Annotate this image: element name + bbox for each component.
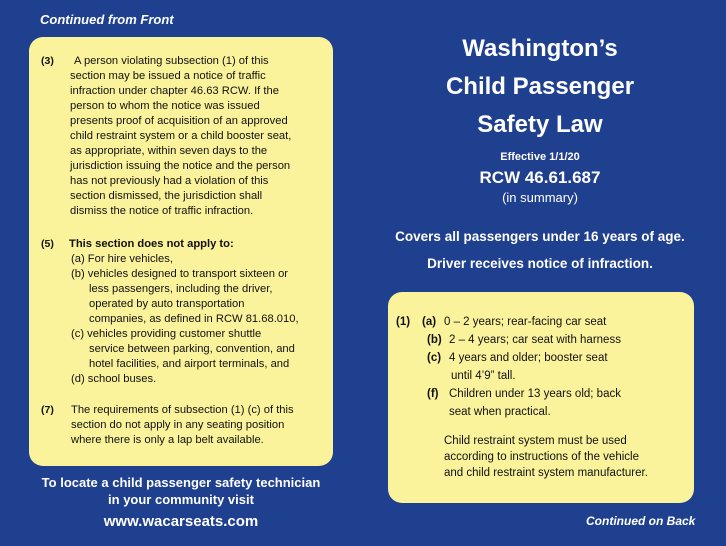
age-requirement-item: [427, 385, 688, 421]
section-3-line: person to whom the notice was issued: [70, 100, 260, 112]
restraint-line: and child restraint system manufacturer.: [444, 467, 648, 479]
age-item-text: 0 – 2 years; rear-facing car seat: [444, 316, 607, 328]
age-item-letter: (f): [427, 388, 439, 400]
age-requirement-item: [422, 313, 688, 331]
exemption-line: hotel facilities, and airport terminals, and: [89, 358, 290, 370]
rcw-number: RCW 46.61.687: [479, 168, 601, 187]
exemption-line: companies, as defined in RCW 81.68.010,: [89, 313, 299, 325]
summary-note: (in summary): [502, 190, 578, 205]
section-7-body: [71, 403, 327, 448]
exemption-line: (d) school buses.: [71, 373, 157, 385]
exemption-line: operated by auto transportation: [89, 298, 245, 310]
section-5: [41, 237, 327, 387]
age-item-continuation: until 4’9” tall.: [451, 370, 516, 382]
exemption-line: (b) vehicles designed to transport sixteen or: [71, 268, 289, 280]
section-3-line: A person violating subsection (1) of this: [74, 55, 269, 67]
age-item-letter: (a): [422, 316, 437, 328]
age-item-letter: (b): [427, 334, 442, 346]
effective-date: Effective 1/1/20: [500, 151, 580, 163]
section-3-line: presents proof of acquisition of an approved: [70, 115, 288, 127]
section-7-line: The requirements of subsection (1) (c) of this: [71, 404, 294, 416]
section-3-line: section dismissed, the jurisdiction shall: [70, 190, 263, 202]
exemption-line: service between parking, convention, and: [89, 343, 295, 355]
section-7-line: where there is only a lap belt available.: [71, 434, 264, 446]
section-3-line: as appropriate, within seven days to the: [70, 145, 268, 157]
right-text-panel: [388, 292, 694, 503]
age-item-letter: (c): [427, 352, 442, 364]
locator-line-1: To locate a child passenger safety technician: [41, 475, 321, 490]
section-5-body: [69, 237, 327, 387]
section-3-number: (3): [41, 55, 54, 67]
title-line-3: Safety Law: [477, 111, 603, 138]
section-3-line: dismiss the notice of traffic infraction.: [70, 205, 254, 217]
section-3-body: [70, 54, 327, 219]
age-item-continuation: seat when practical.: [449, 406, 551, 418]
section-3-line: infraction under chapter 46.63 RCW. If the: [70, 85, 279, 97]
section-5-heading: This section does not apply to:: [69, 238, 234, 250]
continued-on-back-label: Continued on Back: [586, 514, 696, 528]
age-requirement-item: [427, 349, 688, 385]
section-3-line: section may be issued a notice of traffic: [70, 70, 266, 82]
exemption-item: [71, 252, 327, 267]
section-3-line: has not previously had a violation of this: [70, 175, 269, 187]
continued-from-front-label: Continued from Front: [40, 12, 174, 27]
exemption-item: [71, 267, 327, 327]
age-requirements-list: [422, 313, 688, 421]
section-7-number: (7): [41, 404, 54, 416]
driver-notice-statement: Driver receives notice of infraction.: [427, 256, 653, 271]
title-line-2: Child Passenger: [445, 73, 635, 100]
brochure-title: [395, 30, 685, 144]
section-3-line: jurisdiction issuing the notice and the person: [70, 160, 291, 172]
section-7-line: section do not apply in any seating position: [71, 419, 285, 431]
coverage-statement: Covers all passengers under 16 years of age.: [395, 229, 685, 244]
title-line-1: Washington’s: [462, 35, 618, 62]
section-7: [41, 403, 327, 448]
section-1-number: (1): [396, 316, 411, 328]
exemption-line: less passengers, including the driver,: [89, 283, 273, 295]
age-item-text: 2 – 4 years; car seat with harness: [449, 334, 621, 346]
restraint-instructions: [444, 433, 684, 481]
restraint-line: according to instructions of the vehicle: [444, 451, 639, 463]
exemption-line: (a) For hire vehicles,: [71, 253, 173, 265]
section-5-number: (5): [41, 238, 54, 250]
restraint-line: Child restraint system must be used: [444, 435, 627, 447]
age-item-text: 4 years and older; booster seat: [449, 352, 608, 364]
locator-line-2: in your community visit: [108, 492, 254, 507]
section-3-line: child restraint system or a child booster seat,: [70, 130, 292, 142]
section-3: [41, 54, 327, 219]
age-item-text: Children under 13 years old; back: [449, 388, 621, 400]
left-text-panel: [29, 37, 333, 466]
website-url: www.wacarseats.com: [103, 513, 259, 530]
exemption-line: (c) vehicles providing customer shuttle: [71, 328, 262, 340]
exemption-item: [71, 327, 327, 372]
technician-locator-text: [30, 474, 332, 508]
exemption-item: [71, 372, 327, 387]
age-requirement-item: [427, 331, 688, 349]
